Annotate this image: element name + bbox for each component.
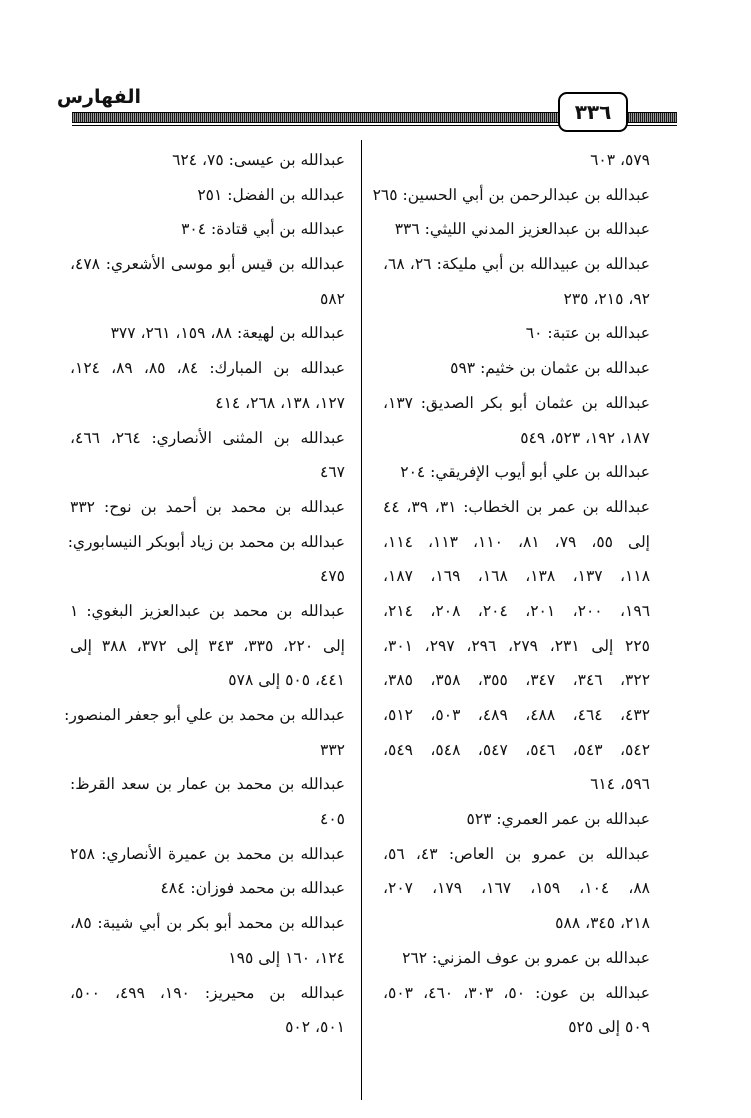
index-entry-line: عبدالله بن محمد بن أحمد بن نوح: ٣٣٢ — [70, 497, 345, 516]
index-entry-line: ١١٨، ١٣٧، ١٣٨، ١٦٨، ١٦٩، ١٨٧، — [383, 567, 651, 586]
index-entry-line: عبدالله بن محمد بن زياد أبوبكر النيسابوري: — [67, 532, 345, 551]
index-entry-line: عبدالله بن محمد بن عمار بن سعد القرظ: — [70, 775, 345, 794]
page-header-title: الفهارس — [56, 86, 141, 108]
index-entry-line: عبدالله بن محمد فوزان: ٤٨٤ — [160, 879, 345, 898]
index-entry-line: عبدالله بن المبارك: ٨٤، ٨٥، ٨٩، ١٢٤، — [70, 359, 346, 378]
index-entry-line: ٤٠٥ — [320, 810, 345, 829]
index-entry-line: عبدالله بن عتبة: ٦٠ — [525, 324, 650, 343]
index-entry-line: عبدالله بن علي أبو أيوب الإفريقي: ٢٠٤ — [400, 463, 650, 482]
index-entry-line: ٤٦٧ — [320, 463, 345, 482]
index-entry-line: عبدالله بن عبدالرحمن بن أبي الحسين: ٢٦٥ — [372, 185, 650, 204]
index-entry-line: عبدالله بن المثنى الأنصاري: ٢٦٤، ٤٦٦، — [70, 428, 345, 447]
index-entry-line: عبدالله بن قيس أبو موسى الأشعري: ٤٧٨، — [70, 255, 345, 274]
index-entry-line: ٥٠١، ٥٠٢ — [285, 1018, 345, 1037]
index-entry-line: عبدالله بن الفضل: ٢٥١ — [197, 185, 345, 204]
index-entry-line: ٢٢٥ إلى ٢٣١، ٢٧٩، ٢٩٦، ٢٩٧، ٣٠١، — [383, 636, 650, 655]
index-entry-line: ١٢٤، ١٦٠ إلى ١٩٥ — [228, 948, 345, 967]
index-entry-line: عبدالله بن عمر بن الخطاب: ٣١، ٣٩، ٤٤ — [383, 497, 650, 516]
index-entry-line: عبدالله بن أبي قتادة: ٣٠٤ — [181, 220, 345, 239]
index-entry-line: ٤٣٢، ٤٦٤، ٤٨٨، ٤٨٩، ٥٠٣، ٥١٢، — [383, 706, 651, 724]
index-entry-line: إلى ٥٥، ٧٩، ٨١، ١١٠، ١١٣، ١١٤، — [383, 532, 650, 551]
index-entry-line: عبدالله بن عبدالعزيز المدني الليثي: ٣٣٦ — [394, 220, 650, 239]
index-entry-line: عبدالله بن محمد بن عبدالعزيز البغوي: ١ — [70, 601, 345, 620]
index-entry-line: ٥٨٢ — [320, 289, 345, 308]
index-entry-line: إلى ٢٢٠، ٣٣٥، ٣٤٣ إلى ٣٧٢، ٣٨٨ إلى — [70, 636, 345, 655]
index-entry-line: ٢١٨، ٣٤٥، ٥٨٨ — [555, 914, 650, 933]
index-entry-line: عبدالله بن عمر العمري: ٥٢٣ — [466, 810, 650, 829]
index-column-left — [64, 143, 346, 1045]
index-entry-line: ٤٤١، ٥٠٥ إلى ٥٧٨ — [228, 671, 345, 690]
index-entry-line: ٥٠٩ إلى ٥٢٥ — [568, 1018, 650, 1037]
index-entry-line: عبدالله بن عون: ٥٠، ٣٠٣، ٤٦٠، ٥٠٣، — [383, 983, 650, 1002]
index-entry-line: عبدالله بن عمرو بن عوف المزني: ٢٦٢ — [402, 948, 650, 967]
index-entry-line: ١٨٧، ١٩٢، ٥٢٣، ٥٤٩ — [520, 428, 650, 447]
index-entry-line: ٩٢، ٢١٥، ٢٣٥ — [563, 289, 650, 308]
index-entry-line: عبدالله بن عمرو بن العاص: ٤٣، ٥٦، — [383, 844, 650, 863]
index-entry-line: عبدالله بن محمد أبو بكر بن أبي شيبة: ٨٥، — [70, 914, 345, 933]
column-divider — [361, 140, 362, 1100]
index-entry-line: عبدالله بن عيسى: ٧٥، ٦٢٤ — [172, 151, 345, 169]
index-entry-line: عبدالله بن عبيدالله بن أبي مليكة: ٢٦، ٦٨، — [383, 255, 650, 274]
index-entry-line: عبدالله بن عثمان أبو بكر الصديق: ١٣٧، — [383, 393, 650, 412]
index-entry-line: ٤٧٥ — [320, 567, 345, 586]
index-column-right — [372, 143, 651, 1045]
index-entry-line: ٨٨، ١٠٤، ١٥٩، ١٦٧، ١٧٩، ٢٠٧، — [383, 879, 650, 898]
index-entry-line: ٣٢٢، ٣٤٦، ٣٤٧، ٣٥٥، ٣٥٨، ٣٨٥، — [383, 671, 651, 690]
index-entry-line: ٥٧٩، ٦٠٣ — [590, 151, 650, 169]
index-entry-line: ١٢٧، ١٣٨، ٢٦٨، ٤١٤ — [215, 393, 345, 412]
index-entry-line: ٥٩٦، ٦١٤ — [590, 775, 650, 794]
index-entry-line: عبدالله بن محيريز: ١٩٠، ٤٩٩، ٥٠٠، — [70, 983, 345, 1002]
index-entry-line: عبدالله بن محمد بن علي أبو جعفر المنصور: — [64, 706, 345, 724]
index-entry-line: عبدالله بن لهيعة: ٨٨، ١٥٩، ٢٦١، ٣٧٧ — [110, 324, 345, 343]
index-entry-line: ٥٤٢، ٥٤٣، ٥٤٦، ٥٤٧، ٥٤٨، ٥٤٩، — [383, 740, 651, 759]
index-entry-line: عبدالله بن محمد بن عميرة الأنصاري: ٢٥٨ — [70, 844, 345, 863]
index-entry-line: ١٩٦، ٢٠٠، ٢٠١، ٢٠٤، ٢٠٨، ٢١٤، — [383, 601, 651, 620]
index-entry-line: ٣٣٢ — [320, 740, 345, 759]
index-entry-line: عبدالله بن عثمان بن خثيم: ٥٩٣ — [450, 359, 650, 378]
page-number: ٣٣٦ — [558, 92, 628, 132]
